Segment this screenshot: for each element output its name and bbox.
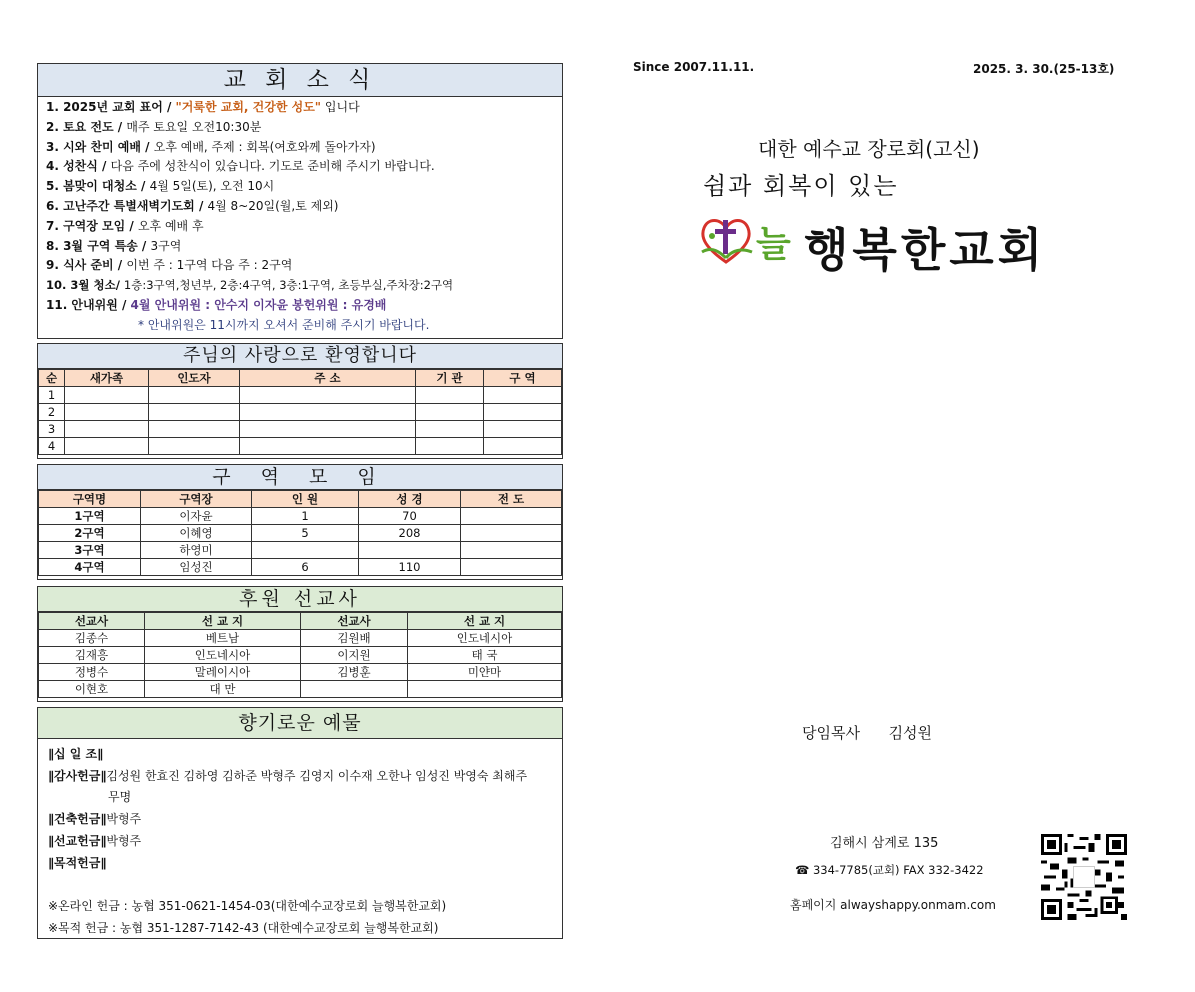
news-item: 2. 토요 전도 / 매주 토요일 오전10:30분 <box>46 119 262 134</box>
news-item: 8. 3월 구역 특송 / 3구역 <box>46 238 182 253</box>
church-name: 행복한교회 <box>804 223 1047 277</box>
table-row: 1 <box>39 387 562 404</box>
church-logo <box>698 212 1068 277</box>
col-header: 구 역 <box>484 370 562 387</box>
news-item: 7. 구역장 모임 / 오후 예배 후 <box>46 218 204 233</box>
news-item: 10. 3월 청소/ 1층:3구역,청년부, 2층:4구역, 3층:1구역, 초등부실,주차장:2구역 <box>46 278 454 293</box>
col-header: 선 교 지 <box>145 613 301 630</box>
denomination: 대한 예수교 장로회(고신) <box>758 137 980 161</box>
news-list <box>38 97 562 336</box>
col-header: 기 관 <box>416 370 484 387</box>
logo-prefix: 늘 <box>756 224 791 265</box>
table-row: 김종수 베트남 김원배 인도네시아 <box>39 630 562 647</box>
col-header: 선 교 지 <box>408 613 562 630</box>
district-table <box>38 490 562 576</box>
table-row: 2구역 이혜영 5 208 <box>39 525 562 542</box>
missionary-box <box>37 586 563 702</box>
table-row: 4구역 임성진 6 110 <box>39 559 562 576</box>
bulletin-date: 2025. 3. 30.(25-13호) <box>973 62 1115 76</box>
offering-title: 향기로운 예물 <box>38 708 562 739</box>
news-item: 4. 성찬식 / 다음 주에 성찬식이 있습니다. 기도로 준비해 주시기 바랍니다. <box>46 159 435 174</box>
col-header: 구역장 <box>141 491 252 508</box>
missionary-table <box>38 612 562 698</box>
offering-line: ∥건축헌금∥박형주 <box>48 812 142 826</box>
table-row: 이현호 대 만 <box>39 681 562 698</box>
since-text: Since 2007.11.11. <box>633 60 755 74</box>
col-header: 구역명 <box>39 491 141 508</box>
welcome-table <box>38 369 562 455</box>
col-header: 순 <box>39 370 65 387</box>
col-header: 인도자 <box>149 370 240 387</box>
col-header: 인 원 <box>252 491 359 508</box>
account-line: ※온라인 헌금 : 농협 351-0621-1454-03(대한예수교장로회 늘행복한교회) <box>48 899 447 913</box>
missionary-title: 후원 선교사 <box>38 587 562 612</box>
table-row: 2 <box>39 404 562 421</box>
church-phone: ☎ 334-7785(교회) FAX 332-3422 <box>795 863 984 877</box>
col-header: 새가족 <box>65 370 149 387</box>
church-news-box <box>37 63 563 339</box>
offering-line: 무명 <box>108 790 132 804</box>
district-title: 구 역 모 임 <box>38 465 562 490</box>
offering-line: ∥선교헌금∥박형주 <box>48 834 142 848</box>
col-header: 성 경 <box>359 491 461 508</box>
qr-code-icon <box>1041 834 1127 920</box>
table-row: 김재흥 인도네시아 이지원 태 국 <box>39 647 562 664</box>
church-address: 김해시 삼계로 135 <box>830 836 939 851</box>
offering-box <box>37 707 563 939</box>
news-note: * 안내위원은 11시까지 오셔서 준비해 주시기 바랍니다. <box>138 317 430 332</box>
news-item: 5. 봄맞이 대청소 / 4월 5일(토), 오전 10시 <box>46 179 275 194</box>
church-news-title: 교 회 소 식 <box>38 64 562 97</box>
col-header: 선교사 <box>301 613 408 630</box>
offering-line: ∥십 일 조∥ <box>48 747 104 761</box>
table-row: 1구역 이자윤 1 70 <box>39 508 562 525</box>
news-item: 11. 안내위원 / 4월 안내위원 : 안수지 이자윤 봉헌위원 : 유경배 <box>46 297 387 312</box>
col-header: 선교사 <box>39 613 145 630</box>
table-row: 3구역 하영미 <box>39 542 562 559</box>
news-item: 9. 식사 준비 / 이번 주 : 1구역 다음 주 : 2구역 <box>46 258 293 273</box>
col-header: 주 소 <box>240 370 416 387</box>
table-row: 정병수 말레이시아 김병훈 미얀마 <box>39 664 562 681</box>
account-line: ※목적 헌금 : 농협 351-1287-7142-43 (대한예수교장로회 늘행복한교회) <box>48 921 439 935</box>
welcome-title: 주님의 사랑으로 환영합니다 <box>38 344 562 369</box>
district-box <box>37 464 563 580</box>
pastor-name: 당임목사 김성원 <box>802 724 933 742</box>
offering-line: ∥감사헌금∥김성원 한효진 김하영 김하준 박형주 김영지 이수재 오한나 임성진 박영숙 최해주 <box>48 769 528 783</box>
heart-cross-icon <box>698 212 754 274</box>
news-item: 1. 2025년 교회 표어 / "거룩한 교회, 건강한 성도" 입니다 <box>46 100 360 114</box>
table-row: 3 <box>39 421 562 438</box>
church-homepage: 홈페이지 alwayshappy.onmam.com <box>790 898 996 912</box>
welcome-box <box>37 343 563 459</box>
news-item: 3. 시와 찬미 예배 / 오후 예배, 주제 : 회복(여호와께 돌아가자) <box>46 139 376 154</box>
table-row: 4 <box>39 438 562 455</box>
slogan: 쉼과 회복이 있는 <box>703 172 899 200</box>
offering-line: ∥목적헌금∥ <box>48 856 107 870</box>
news-item: 6. 고난주간 특별새벽기도회 / 4월 8~20일(월,토 제외) <box>46 198 339 213</box>
col-header: 전 도 <box>461 491 562 508</box>
